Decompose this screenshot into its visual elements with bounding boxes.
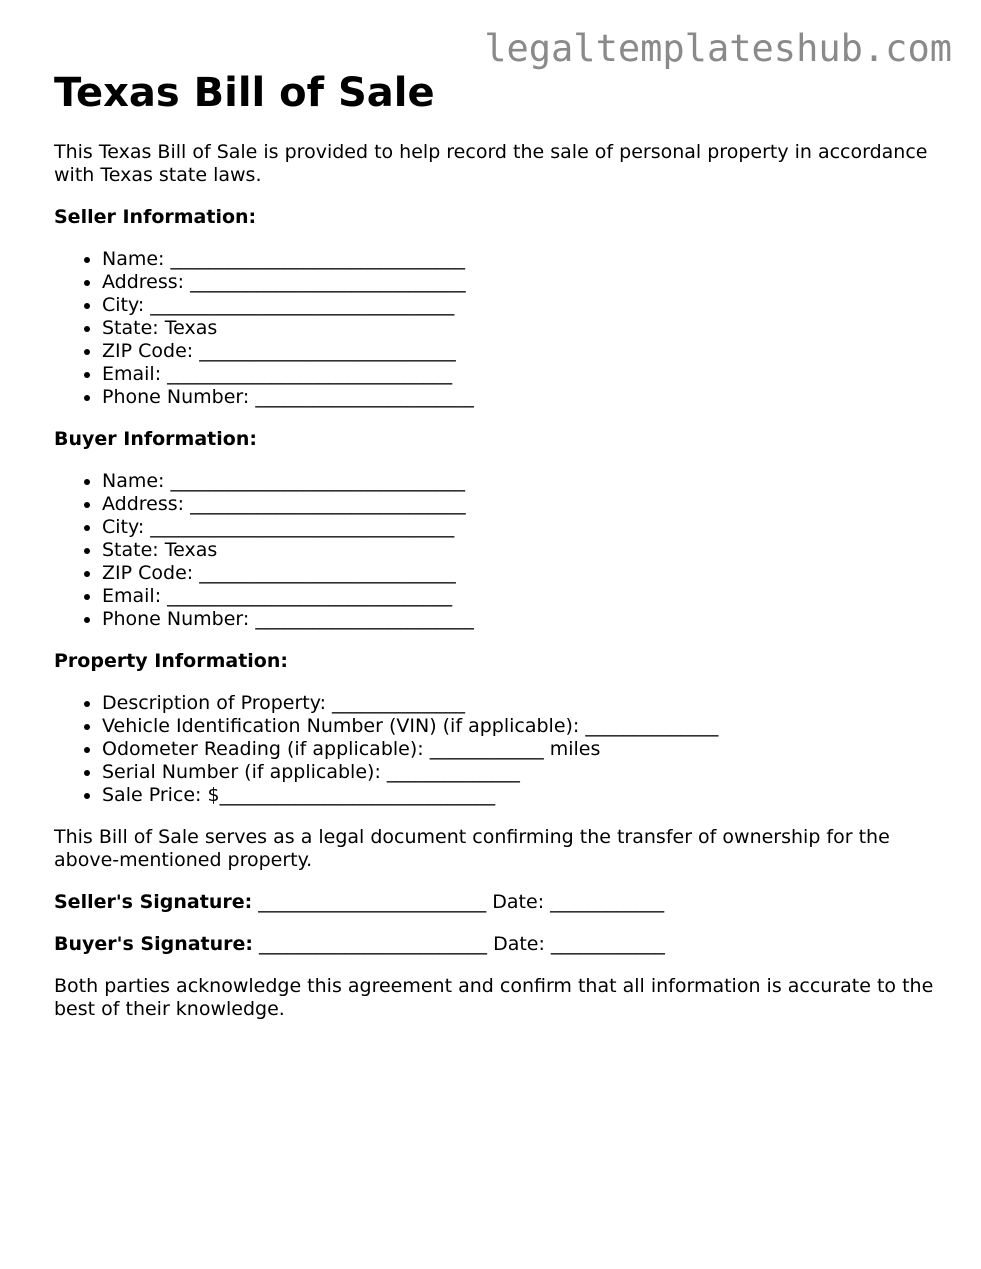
seller-signature-label: Seller's Signature:: [54, 891, 253, 913]
document-body: [54, 70, 934, 1021]
seller-city-field: • City: ________________________________: [102, 294, 934, 317]
closing-paragraph: This Bill of Sale serves as a legal document confirming the transfer of ownership for the above-mentioned property.: [54, 826, 890, 871]
watermark: legaltemplateshub.com: [484, 27, 952, 70]
seller-list: [54, 248, 934, 409]
buyer-name-field: • Name: _______________________________: [102, 470, 934, 493]
buyer-state-field: • State: Texas: [102, 539, 934, 562]
seller-signature-line: [54, 891, 934, 914]
page-title: Texas Bill of Sale: [54, 70, 435, 116]
buyer-address-field: • Address: _____________________________: [102, 493, 934, 516]
buyer-signature-label: Buyer's Signature:: [54, 933, 253, 955]
buyer-city-field: • City: ________________________________: [102, 516, 934, 539]
seller-name-field: • Name: _______________________________: [102, 248, 934, 271]
buyer-heading: Buyer Information:: [54, 428, 257, 450]
buyer-zip-field: • ZIP Code: ___________________________: [102, 562, 934, 585]
property-price-field: • Sale Price: $_____________________________: [102, 784, 934, 807]
seller-email-field: • Email: ______________________________: [102, 363, 934, 386]
seller-state-field: • State: Texas: [102, 317, 934, 340]
property-description-field: • Description of Property: ______________: [102, 692, 934, 715]
seller-signature-blank: ________________________ Date: ____________: [252, 891, 665, 913]
property-heading: Property Information:: [54, 650, 288, 672]
buyer-email-field: • Email: ______________________________: [102, 585, 934, 608]
seller-phone-field: • Phone Number: _______________________: [102, 386, 934, 409]
property-serial-field: • Serial Number (if applicable): ______________: [102, 761, 934, 784]
property-odometer-field: • Odometer Reading (if applicable): ____________ miles: [102, 738, 934, 761]
property-vin-field: • Vehicle Identification Number (VIN) (if applicable): ______________: [102, 715, 934, 738]
buyer-signature-blank: ________________________ Date: ____________: [253, 933, 665, 955]
property-list: [54, 692, 934, 807]
seller-heading: Seller Information:: [54, 206, 257, 228]
buyer-list: [54, 470, 934, 631]
seller-zip-field: • ZIP Code: ___________________________: [102, 340, 934, 363]
acknowledgment-paragraph: Both parties acknowledge this agreement and confirm that all information is accurate to the best of their knowledge.: [54, 975, 934, 1020]
intro-paragraph: This Texas Bill of Sale is provided to help record the sale of personal property in accordance with Texas state laws.: [54, 141, 928, 186]
seller-address-field: • Address: _____________________________: [102, 271, 934, 294]
buyer-signature-line: [54, 933, 934, 956]
buyer-phone-field: • Phone Number: _______________________: [102, 608, 934, 631]
